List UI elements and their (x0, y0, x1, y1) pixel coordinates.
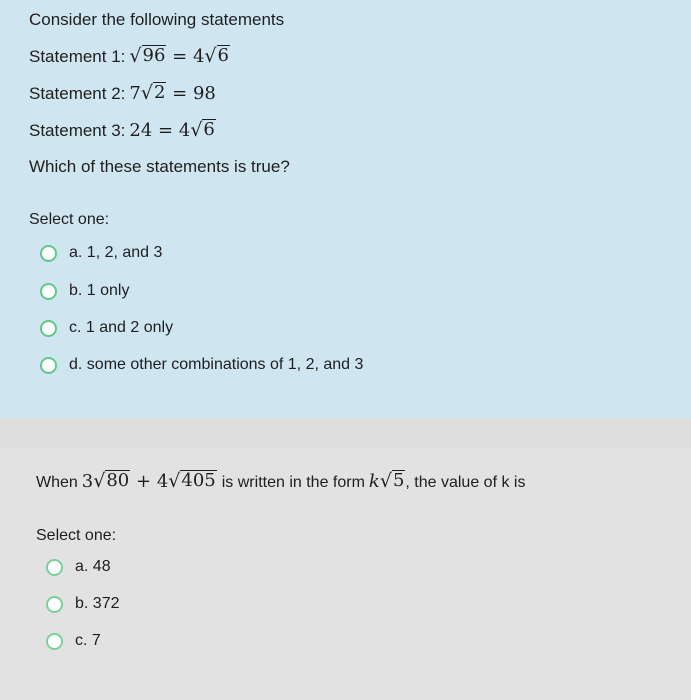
option-label: b. 372 (75, 595, 120, 612)
radio-button-icon[interactable] (40, 320, 57, 337)
q2-option-a[interactable] (46, 558, 111, 576)
question-2-select-label: Select one: (36, 527, 117, 544)
question-1-prompt: Which of these statements is true? (29, 157, 290, 176)
option-label: d. some other combinations of 1, 2, and 3 (69, 356, 364, 373)
q2-option-b[interactable] (46, 595, 119, 613)
q1-option-d[interactable] (40, 356, 363, 374)
q1-option-a[interactable] (40, 244, 162, 262)
question-1-select-label: Select one: (29, 211, 110, 228)
question-2-card (0, 448, 691, 700)
statement-2-expression: 7 √ 2 = 98 (129, 81, 216, 104)
question-2-prompt: When 3 √ 80 + 4 √ 405 is written in the form k √ 5 , the value of k is (36, 469, 526, 492)
radio-button-icon[interactable] (46, 633, 63, 650)
radio-button-icon[interactable] (40, 245, 57, 262)
statement-3 (29, 119, 216, 141)
statement-3-expression: 24 = 4 √ 6 (129, 118, 215, 141)
option-label: c. 7 (75, 632, 101, 649)
statement-1-label: Statement 1: (29, 46, 126, 66)
radio-button-icon[interactable] (40, 357, 57, 374)
radio-button-icon[interactable] (46, 596, 63, 613)
q1-option-c[interactable] (40, 319, 173, 337)
option-label: b. 1 only (69, 282, 130, 299)
card-separator (0, 418, 691, 448)
statement-3-label: Statement 3: (29, 120, 126, 140)
question-2-form: k √ 5 (368, 469, 405, 492)
radio-button-icon[interactable] (40, 283, 57, 300)
question-1-intro: Consider the following statements (29, 10, 285, 29)
option-label: a. 48 (75, 558, 111, 575)
option-label: a. 1, 2, and 3 (69, 244, 163, 261)
statement-1-expression: √ 96 = 4 √ 6 (129, 44, 229, 67)
q1-option-b[interactable] (40, 282, 129, 300)
question-2-expression: 3 √ 80 + 4 √ 405 (81, 469, 216, 492)
statement-2-label: Statement 2: (29, 83, 126, 103)
statement-2 (29, 82, 216, 104)
q2-option-c[interactable] (46, 632, 101, 650)
option-label: c. 1 and 2 only (69, 319, 174, 336)
radio-button-icon[interactable] (46, 559, 63, 576)
statement-1 (29, 45, 230, 67)
